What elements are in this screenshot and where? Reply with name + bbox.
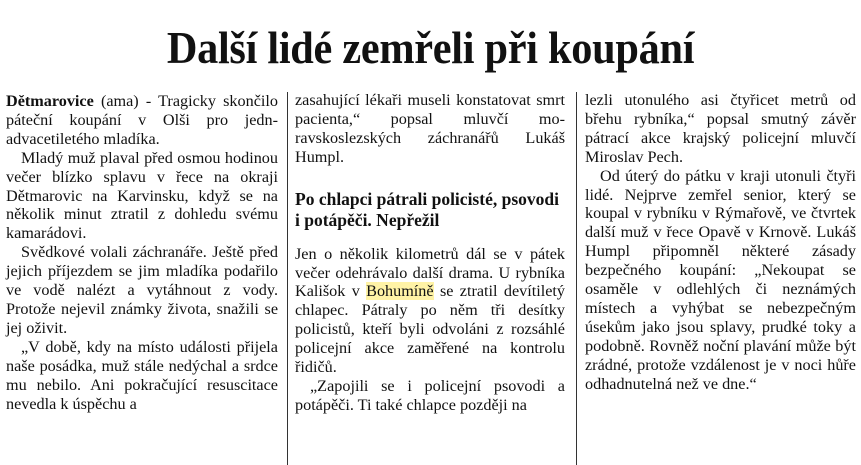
paragraph bbox=[295, 245, 565, 377]
article-column-3 bbox=[585, 91, 856, 394]
article-column-1 bbox=[6, 92, 278, 413]
lead-text: (ama) - Tragicky skončilo páteční koupání v Olši pro jednadvacetiletého mladíka. bbox=[6, 92, 278, 148]
column-divider bbox=[576, 92, 577, 465]
paragraph: „Zapojili se i policejní psovodi a potápěči. Ti také chlapce později na bbox=[295, 376, 565, 414]
paragraph-text: se ztratil devítiletý chlapec. Pátraly po něm tři desítky policistů, kteří byli odvoláni z rozsáhlé policejní akce zaměřené na kontrolu řidičů. bbox=[295, 282, 565, 377]
subheading: Po chlapci pátrali policisté, psovodi i potápěči. Nepřežil bbox=[295, 188, 559, 230]
paragraph: Mladý muž plaval před osmou hodinou večer blízko splavu v řece na okraji Dětmarovic na Karvinsku, když se na několik minut ztratil z dohledu svému kamarádovi. bbox=[6, 148, 278, 243]
paragraph: Svědkové volali záchranáře. Ještě před jejich příjezdem se jim mladíka podařilo ve vodě nalézt a vytáhnout z vody. Protože nejevil známky života, snažili se jej oživit. bbox=[6, 243, 278, 337]
dateline: Dětmarovice bbox=[6, 92, 94, 110]
lead-paragraph bbox=[6, 92, 278, 149]
article-column-2 bbox=[295, 91, 565, 415]
paragraph: lezli utonulého asi čtyřicet metrů od břehu rybníka,“ popsal smutný závěr pátrací akce krajský policejní mluvčí Miroslav Pech. bbox=[585, 91, 856, 166]
paragraph: „V době, kdy na místo události přijela naše posádka, muž stále nedýchal a srdce mu nebilo. Ani pokračující resuscitace nevedla k úspěchu a bbox=[6, 337, 278, 413]
article-headline: Další lidé zemřeli při koupání bbox=[166, 23, 695, 73]
column-divider bbox=[287, 92, 288, 465]
paragraph: zasahující lékaři museli konstatovat smrt pacienta,“ popsal mluvčí moravskoslezských záchranářů Lukáš Humpl. bbox=[295, 91, 565, 166]
paragraph: Od úterý do pátku v kraji utonuli čtyři lidé. Nejprve zemřel senior, který se koupal v rybníku v Rýmařově, ve čtvrtek další muž v řece Opavě v Krnově. Lukáš Humpl připomněl některé zásady bezpečného koupání: „Nekoupat se osaměle v odlehlých či neznámých místech a vyhýbat se nebezpečným úsekům jako jsou splavy, prudké toky a podobně. Rovněž noční plavání může být zrádné, protože vzdálenost je v noci hůře odhadnutelná než ve dne.“ bbox=[585, 166, 856, 393]
paragraph-text: Jen o několik kilometrů dál se v pátek večer odehrávalo další drama. U rybníka Kališok v bbox=[295, 244, 565, 301]
highlighted-place-name: Bohumíně bbox=[366, 282, 434, 301]
